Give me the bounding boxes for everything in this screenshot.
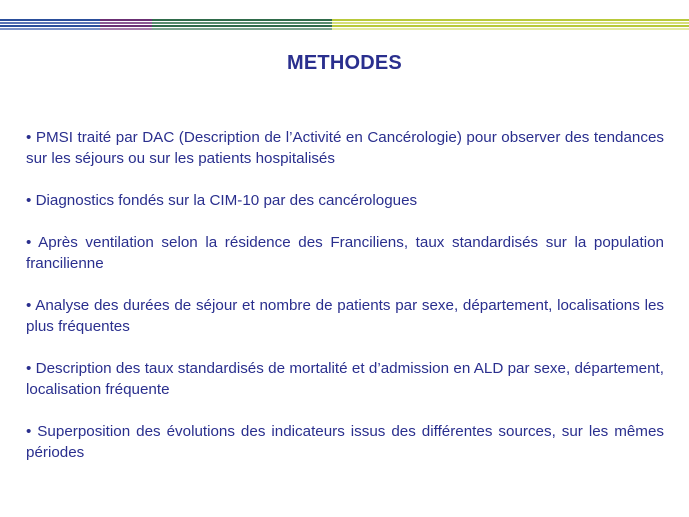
banner-segment-lime xyxy=(332,19,689,21)
banner-segment-green xyxy=(152,28,332,30)
bullet-text: Superposition des évolutions des indicateurs issus des différentes sources, sur les mêmes périodes xyxy=(26,423,664,461)
banner-stripe xyxy=(0,28,689,30)
bullet-marker: • xyxy=(26,234,32,251)
banner-segment-purple xyxy=(100,28,152,30)
banner-segment-green xyxy=(152,19,332,21)
banner-segment-blue xyxy=(0,25,100,27)
bullet-text: PMSI traité par DAC (Description de l’Activité en Cancérologie) pour observer des tendances sur les séjours ou sur les patients hospitalisés xyxy=(26,129,664,167)
banner-stripe xyxy=(0,19,689,21)
banner-segment-lime xyxy=(332,28,689,30)
banner-segment-purple xyxy=(100,22,152,24)
bullet-item xyxy=(26,232,664,274)
bullet-list xyxy=(26,127,664,484)
bullet-item xyxy=(26,358,664,400)
bullet-text: Après ventilation selon la résidence des Franciliens, taux standardisés sur la population francilienne xyxy=(26,234,664,272)
banner-stripe xyxy=(0,25,689,27)
top-banner xyxy=(0,19,689,31)
banner-segment-blue xyxy=(0,22,100,24)
bullet-marker: • xyxy=(26,192,32,209)
banner-segment-lime xyxy=(332,22,689,24)
bullet-item xyxy=(26,421,664,463)
bullet-item xyxy=(26,127,664,169)
bullet-text: Analyse des durées de séjour et nombre de patients par sexe, département, localisations les plus fréquentes xyxy=(26,297,664,335)
bullet-marker: • xyxy=(26,423,32,440)
banner-segment-blue xyxy=(0,28,100,30)
bullet-text: Description des taux standardisés de mortalité et d’admission en ALD par sexe, département, localisation fréquente xyxy=(26,360,664,398)
banner-segment-green xyxy=(152,22,332,24)
bullet-item xyxy=(26,190,664,211)
banner-segment-lime xyxy=(332,25,689,27)
slide-title: METHODES xyxy=(287,52,402,74)
banner-segment-purple xyxy=(100,19,152,21)
bullet-item xyxy=(26,295,664,337)
bullet-marker: • xyxy=(26,360,32,377)
banner-segment-purple xyxy=(100,25,152,27)
banner-segment-blue xyxy=(0,19,100,21)
banner-stripe xyxy=(0,22,689,24)
bullet-text: Diagnostics fondés sur la CIM-10 par des cancérologues xyxy=(35,192,418,209)
bullet-marker: • xyxy=(26,129,32,146)
bullet-marker: • xyxy=(26,297,32,314)
banner-segment-green xyxy=(152,25,332,27)
